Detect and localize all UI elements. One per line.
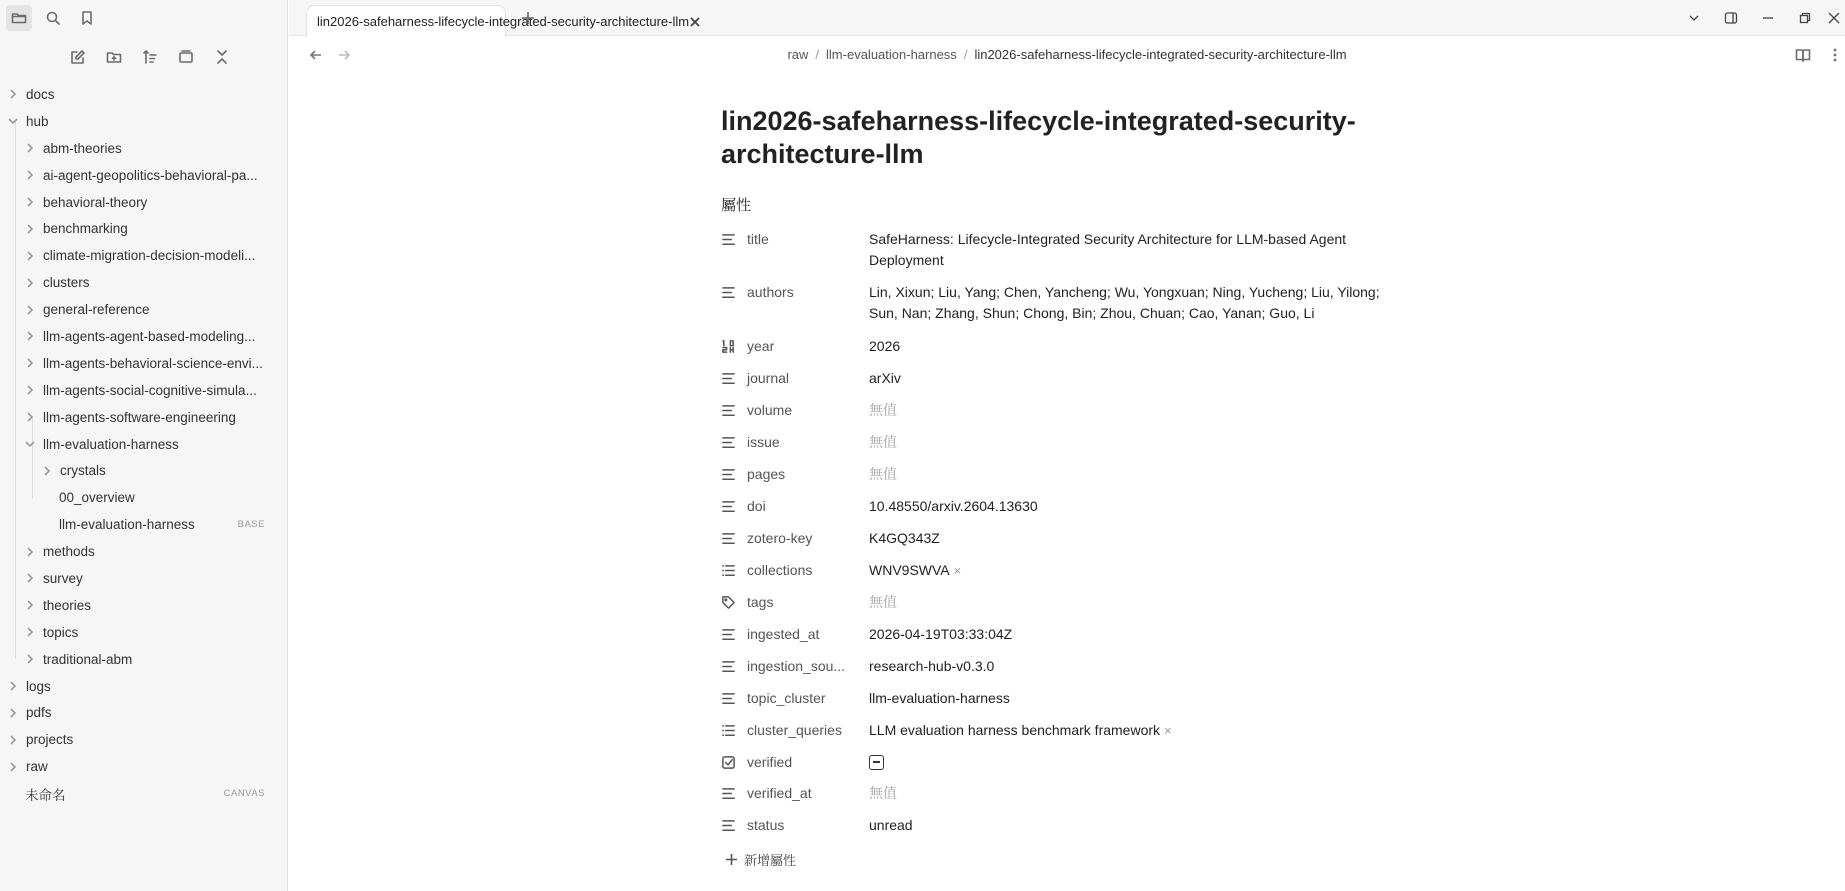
property-tags (721, 592, 1421, 613)
property-value[interactable]: 無值 (869, 466, 897, 482)
tree-folder-llm-agents-scs[interactable] (0, 377, 288, 404)
sort-button[interactable] (139, 46, 161, 68)
note-title[interactable]: lin2026-safeharness-lifecycle-integrated-security-architecture-llm (721, 106, 1356, 169)
new-note-icon (70, 49, 86, 65)
tree-folder-methods[interactable] (0, 538, 288, 565)
sort-icon (142, 49, 158, 65)
property-key[interactable]: journal (747, 370, 790, 386)
new-folder-icon (106, 49, 122, 65)
property-value[interactable]: 無值 (869, 594, 897, 610)
property-zotero-key (721, 528, 1421, 549)
properties-heading[interactable]: 屬性 (721, 197, 752, 214)
chevron-right-icon (23, 195, 37, 209)
remove-pill-button[interactable]: × (953, 563, 962, 578)
property-key[interactable]: pages (747, 466, 786, 482)
tree-label: clusters (43, 275, 90, 291)
tree-folder-crystals[interactable] (0, 457, 288, 484)
tree-folder-survey[interactable] (0, 565, 288, 592)
tree-folder-climate-migration[interactable] (0, 242, 288, 269)
tag-icon[interactable] (721, 592, 743, 613)
tree-folder-traditional-abm[interactable] (0, 646, 288, 673)
search-icon (45, 10, 61, 26)
tab-active-note[interactable] (306, 5, 690, 37)
chevron-right-icon (23, 625, 37, 639)
new-folder-button[interactable] (103, 46, 125, 68)
plus-icon (725, 853, 738, 866)
property-volume (721, 400, 1421, 421)
tree-folder-theories[interactable] (0, 592, 288, 619)
file-tree (0, 81, 288, 807)
text-lines-icon[interactable] (721, 229, 743, 250)
chevron-right-icon (6, 733, 20, 747)
chevron-right-icon (23, 383, 37, 397)
chevron-right-icon (23, 141, 37, 155)
chevron-right-icon (23, 652, 37, 666)
tree-file-00-overview[interactable] (0, 484, 288, 511)
tree-folder-llm-evaluation-harness[interactable] (0, 431, 288, 458)
chevron-right-icon (23, 249, 37, 263)
tree-folder-docs[interactable] (0, 81, 288, 108)
property-value[interactable]: unread (869, 817, 913, 833)
tree-folder-llm-agents-bse[interactable] (0, 350, 288, 377)
text-lines-icon[interactable] (721, 624, 743, 645)
tree-label: methods (43, 544, 95, 560)
search-tab-button[interactable] (40, 5, 66, 31)
text-lines-icon[interactable] (721, 688, 743, 709)
property-value[interactable]: 無值 (869, 434, 897, 450)
remove-pill-button[interactable]: × (1164, 723, 1172, 738)
property-journal (721, 368, 1421, 389)
text-lines-icon[interactable] (721, 783, 743, 804)
file-explorer-sidebar (0, 0, 288, 891)
tree-label: crystals (60, 463, 106, 479)
tree-file-llm-evaluation-harness-base[interactable] (0, 511, 288, 538)
chevron-right-icon (6, 679, 20, 693)
tree-folder-general-reference[interactable] (0, 296, 288, 323)
tree-label: survey (43, 570, 83, 586)
text-lines-icon[interactable] (721, 282, 743, 303)
tree-folder-hub[interactable] (0, 108, 288, 135)
property-issue (721, 432, 1421, 453)
tree-folder-benchmarking[interactable] (0, 215, 288, 242)
minimize-button[interactable] (1749, 0, 1786, 36)
close-icon (1827, 11, 1841, 25)
breadcrumb-separator: / (963, 47, 968, 62)
tree-label: abm-theories (43, 140, 122, 156)
property-value (869, 560, 1399, 581)
property-authors (721, 282, 1421, 324)
chevron-right-icon (40, 464, 54, 478)
tab-list-button[interactable] (1675, 0, 1712, 36)
chevron-down-icon (23, 437, 37, 451)
property-key[interactable]: verified_at (747, 785, 812, 801)
collapse-all-button[interactable] (211, 46, 233, 68)
sidebar-right-icon (1724, 11, 1738, 25)
text-lines-icon[interactable] (721, 656, 743, 677)
chevron-right-icon (23, 356, 37, 370)
property-value (869, 752, 1399, 773)
chevron-down-icon (6, 114, 20, 128)
minimize-icon (1761, 11, 1775, 25)
number-icon[interactable] (721, 336, 743, 357)
window-controls (1675, 0, 1845, 36)
tree-folder-behavioral-theory[interactable] (0, 189, 288, 216)
property-topic-cluster (721, 688, 1421, 709)
property-key[interactable]: status (747, 817, 785, 833)
tree-folder-ai-agent-geopolitics[interactable] (0, 162, 288, 189)
chevron-down-icon (1687, 11, 1701, 25)
files-tab-button[interactable] (6, 5, 32, 31)
tree-label: traditional-abm (43, 651, 133, 667)
property-key[interactable]: collections (747, 562, 813, 578)
property-value[interactable]: 無值 (869, 402, 897, 418)
breadcrumb-current-note[interactable]: lin2026-safeharness-lifecycle-integrated-security-architecture-llm (974, 47, 1347, 62)
property-key[interactable]: cluster_queries (747, 722, 842, 738)
tree-label: llm-evaluation-harness (43, 436, 179, 452)
property-key[interactable]: ingested_at (747, 626, 820, 642)
property-value[interactable]: 2026-04-19T03:33:04Z (869, 626, 1013, 642)
add-property-label: 新增屬性 (744, 853, 797, 868)
list-icon[interactable] (721, 560, 743, 581)
list-pill[interactable]: WNV9SWVA (869, 562, 950, 578)
text-lines-icon[interactable] (721, 400, 743, 421)
book-open-icon (1795, 47, 1811, 63)
tree-folder-abm-theories[interactable] (0, 135, 288, 162)
property-key[interactable]: zotero-key (747, 530, 813, 546)
folder-icon (11, 10, 27, 26)
toggle-right-sidebar-button[interactable] (1712, 0, 1749, 36)
view-header (289, 36, 1845, 74)
close-window-button[interactable] (1823, 0, 1845, 36)
property-title (721, 229, 1421, 271)
property-key[interactable]: issue (747, 434, 780, 450)
property-key[interactable]: doi (747, 498, 766, 514)
sidebar-ribbon (0, 0, 287, 36)
property-key[interactable]: title (747, 231, 769, 247)
chevron-right-icon (23, 168, 37, 182)
chevron-right-icon (23, 222, 37, 236)
verified-checkbox[interactable] (869, 755, 884, 770)
tree-label: llm-agents-agent-based-modeling... (43, 328, 256, 344)
tree-label: pdfs (26, 705, 52, 721)
chevron-right-icon (23, 329, 37, 343)
tree-folder-llm-agents-se[interactable] (0, 404, 288, 431)
text-lines-icon[interactable] (721, 528, 743, 549)
reveal-file-icon (178, 49, 194, 65)
text-lines-icon[interactable] (721, 464, 743, 485)
tree-folder-topics[interactable] (0, 619, 288, 646)
tree-label: llm-evaluation-harness (59, 517, 195, 533)
tree-label: llm-agents-social-cognitive-simula... (43, 382, 257, 398)
property-key[interactable]: year (747, 338, 775, 354)
tree-label: benchmarking (43, 221, 128, 237)
text-lines-icon[interactable] (721, 368, 743, 389)
property-value[interactable]: llm-evaluation-harness (869, 690, 1010, 706)
chevron-right-icon (23, 410, 37, 424)
chevron-right-icon (23, 545, 37, 559)
chevron-right-icon (23, 598, 37, 612)
tree-folder-raw[interactable] (0, 753, 288, 780)
plus-icon (521, 11, 535, 25)
view-actions (1793, 45, 1845, 65)
add-property-button[interactable] (725, 850, 796, 869)
property-key[interactable]: volume (747, 402, 793, 418)
list-icon[interactable] (721, 720, 743, 741)
text-lines-icon[interactable] (721, 496, 743, 517)
property-year (721, 336, 1421, 357)
property-value[interactable]: arXiv (869, 370, 901, 386)
tree-label: general-reference (43, 302, 150, 318)
tree-label: ai-agent-geopolitics-behavioral-pa... (43, 167, 258, 183)
new-note-button[interactable] (67, 46, 89, 68)
more-vertical-icon (1827, 47, 1843, 63)
file-type-badge: CANVAS (223, 788, 265, 800)
tree-label: 未命名 (25, 787, 66, 803)
property-key[interactable]: ingestion_sou... (747, 658, 846, 674)
tree-folder-clusters[interactable] (0, 269, 288, 296)
list-pill[interactable]: LLM evaluation harness benchmark framework (869, 722, 1161, 738)
property-key[interactable]: authors (747, 284, 794, 300)
bookmark-icon (79, 10, 95, 26)
restore-button[interactable] (1786, 0, 1823, 36)
chevron-right-icon (6, 760, 20, 774)
bookmarks-tab-button[interactable] (74, 5, 100, 31)
property-key[interactable]: verified (747, 754, 793, 770)
text-lines-icon[interactable] (721, 432, 743, 453)
property-value[interactable]: 2026 (869, 338, 901, 354)
reading-view-button[interactable] (1793, 45, 1813, 65)
tree-label: logs (26, 678, 51, 694)
breadcrumb-raw[interactable]: raw (787, 47, 809, 62)
property-key[interactable]: topic_cluster (747, 690, 826, 706)
property-value[interactable]: Lin, Xixun; Liu, Yang; Chen, Yancheng; Wu, Yongxuan; Ning, Yucheng; Liu, Yilong; Sun, Nan; Zhang, Shun; Chong, Bin; Zhou, Chuan; Cao, Yanan; Guo, Li (869, 284, 1380, 321)
tree-label: llm-agents-behavioral-science-envi... (43, 355, 263, 371)
tree-folder-llm-agents-abm[interactable] (0, 323, 288, 350)
property-value (869, 720, 1399, 741)
collapse-icon (214, 49, 230, 65)
property-pages (721, 464, 1421, 485)
tab-close-button[interactable] (689, 11, 701, 33)
chevron-right-icon (6, 706, 20, 720)
property-ingested-at (721, 624, 1421, 645)
tree-label: docs (26, 86, 55, 102)
tree-folder-pdfs[interactable] (0, 699, 288, 726)
tree-label: raw (26, 759, 48, 775)
chevron-right-icon (6, 87, 20, 101)
tree-label: topics (43, 624, 79, 640)
text-lines-icon[interactable] (721, 815, 743, 836)
property-value[interactable]: 無值 (869, 785, 897, 801)
file-type-badge: BASE (237, 519, 265, 531)
property-value[interactable]: research-hub-v0.3.0 (869, 658, 995, 674)
tree-label: theories (43, 597, 92, 613)
tab-title: lin2026-safeharness-lifecycle-integrated-security-architecture-llm (317, 14, 690, 29)
property-value[interactable]: K4GQ343Z (869, 530, 940, 546)
tree-folder-logs[interactable] (0, 673, 288, 700)
tree-label: llm-agents-software-engineering (43, 409, 236, 425)
checkbox-icon[interactable] (721, 752, 743, 773)
property-ingestion-source (721, 656, 1421, 677)
breadcrumb-separator: / (815, 47, 820, 62)
breadcrumb (289, 47, 1845, 62)
tree-file-untitled-canvas[interactable] (0, 780, 288, 807)
tree-label: behavioral-theory (43, 194, 148, 210)
tree-folder-projects[interactable] (0, 726, 288, 753)
property-value[interactable]: SafeHarness: Lifecycle-Integrated Security Architecture for LLM-based Agent Deployment (869, 231, 1347, 268)
tree-label: projects (26, 732, 74, 748)
breadcrumb-llm-evaluation-harness[interactable]: llm-evaluation-harness (826, 47, 957, 62)
chevron-right-icon (23, 276, 37, 290)
tree-label: climate-migration-decision-modeli... (43, 248, 256, 264)
file-explorer-toolbar (0, 36, 287, 78)
property-doi (721, 496, 1421, 517)
tab-bar (289, 0, 1845, 36)
tree-label: 00_overview (59, 490, 135, 506)
more-options-button[interactable] (1825, 45, 1845, 65)
chevron-right-icon (23, 571, 37, 585)
property-status (721, 815, 1421, 836)
tree-label: hub (26, 113, 49, 129)
restore-icon (1798, 11, 1812, 25)
property-value[interactable]: 10.48550/arxiv.2604.13630 (869, 498, 1038, 514)
property-key[interactable]: tags (747, 594, 774, 610)
property-verified-at (721, 783, 1421, 804)
property-verified (721, 752, 1421, 773)
property-cluster-queries (721, 720, 1421, 741)
new-tab-button[interactable] (517, 7, 539, 29)
chevron-right-icon (23, 303, 37, 317)
auto-reveal-button[interactable] (175, 46, 197, 68)
close-icon (689, 16, 701, 28)
property-collections (721, 560, 1421, 581)
